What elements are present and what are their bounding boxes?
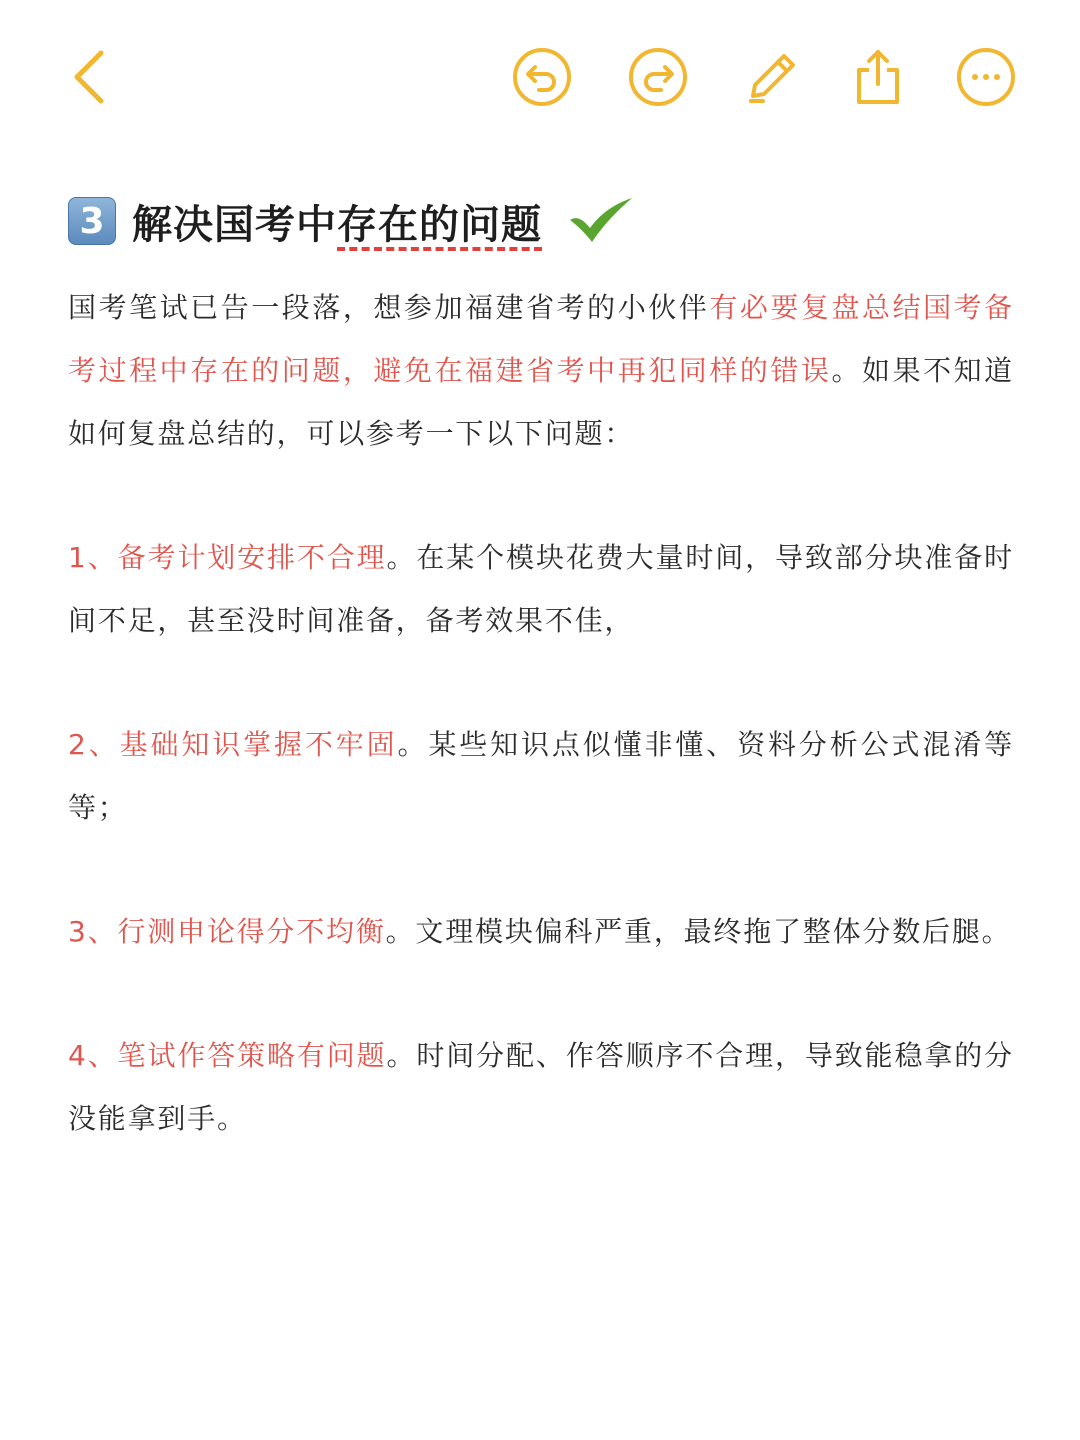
list-item-title: 4、笔试作答策略有问题 [68, 1039, 387, 1072]
share-icon [847, 46, 909, 108]
heading-text-underlined: 存在的问题 [337, 201, 542, 248]
toolbar [0, 0, 1080, 150]
intro-highlight: 有必要复盘总结国考备考过程中存在的问题，避免在福建省考中再犯同样的错误 [68, 291, 1014, 387]
list-item-body: 。文理模块偏科严重，最终拖了整体分数后腿。 [385, 915, 1012, 948]
undo-button[interactable] [510, 45, 574, 109]
list-item [68, 526, 1014, 652]
edit-button[interactable] [740, 45, 804, 109]
heading-text-plain: 解决国考中 [132, 201, 337, 248]
undo-icon [511, 46, 573, 108]
list-item-body: 。某些知识点似懂非懂、资料分析公式混淆等等； [68, 728, 1014, 824]
back-button[interactable] [58, 45, 122, 109]
intro-part1: 国考笔试已告一段落，想参加福建省考的小伙伴 [68, 291, 710, 324]
heading-title [132, 193, 542, 250]
list-item-body: 。在某个模块花费大量时间，导致部分块准备时间不足，甚至没时间准备，备考效果不佳， [68, 541, 1014, 637]
list-item-title: 3、行测申论得分不均衡 [68, 915, 386, 948]
pencil-icon [741, 46, 803, 108]
list-item [68, 1024, 1014, 1150]
list-item-title: 2、基础知识掌握不牢固 [68, 728, 398, 761]
note-content[interactable] [68, 186, 1014, 1150]
intro-paragraph [68, 276, 1014, 465]
redo-button[interactable] [626, 45, 690, 109]
more-button[interactable] [954, 45, 1018, 109]
list-item-title: 1、备考计划安排不合理 [68, 541, 387, 574]
check-icon [568, 196, 634, 246]
list-item [68, 713, 1014, 839]
list-item-body: 。时间分配、作答顺序不合理，导致能稳拿的分没能拿到手。 [68, 1039, 1014, 1135]
intro-part2: 。如果不知道如何复盘总结的，可以参考一下以下问题： [68, 354, 1014, 450]
share-button[interactable] [846, 45, 910, 109]
redo-icon [627, 46, 689, 108]
list-item [68, 900, 1014, 963]
more-icon [955, 46, 1017, 108]
number-badge: 3 [68, 197, 116, 245]
section-heading [68, 186, 1014, 256]
chevron-left-icon [65, 47, 115, 107]
